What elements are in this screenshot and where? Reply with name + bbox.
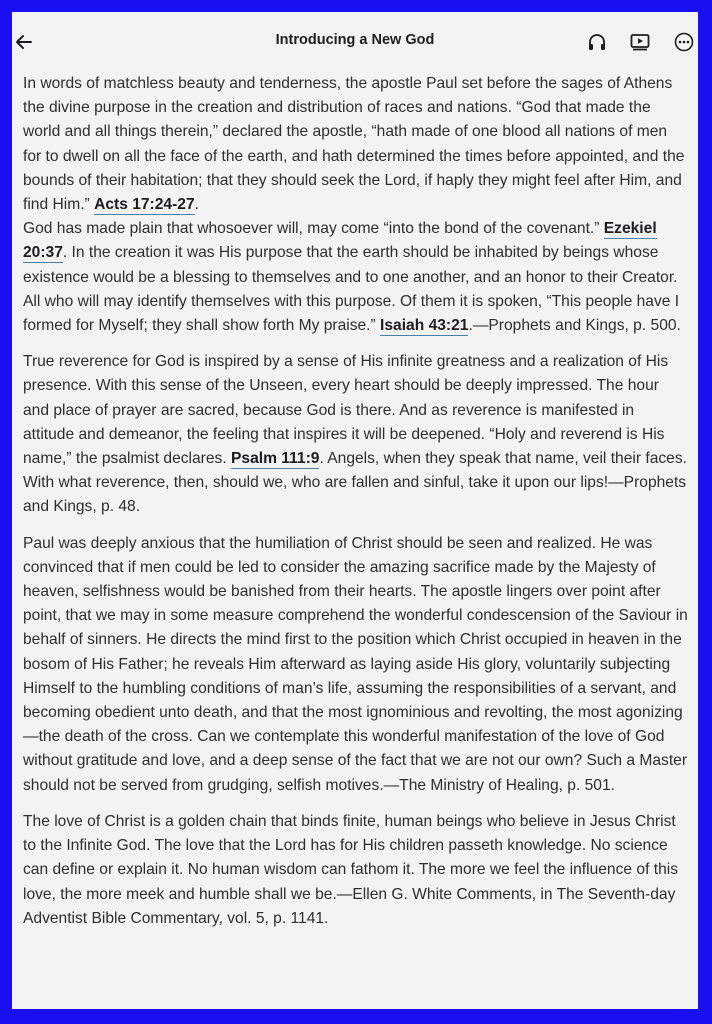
play-video-icon: [629, 31, 651, 53]
reading-content: [23, 72, 688, 931]
top-bar: [12, 12, 698, 72]
more-options-button[interactable]: [673, 31, 695, 53]
scripture-link-psalm[interactable]: Psalm 111:9: [231, 450, 320, 468]
audio-button[interactable]: [586, 31, 608, 53]
reader-screen: [12, 12, 698, 1009]
paragraph: True reverence for God is inspired by a sense of His infinite greatness and a realization of His presence. With this sense of the Unseen, every heart should be deeply impressed. The hour and place of prayer are sacred, because God is there. And as reverence is manifested in attitude and demeanor, the feeling that inspires it will be deepened. “Holy and reverend is His name,” the psalmist declares. Psalm 111:9. Angels, when they speak that name, veil their faces. With what reverence, then, should we, who are fallen and sinful, take it upon our lips!—Prophets and Kings, p. 48.: [23, 353, 687, 516]
page-title: Introducing a New God: [275, 32, 435, 48]
paragraph-spacer: [23, 798, 688, 810]
scripture-link-isaiah[interactable]: Isaiah 43:21: [380, 317, 469, 335]
paragraph-spacer: [23, 338, 688, 350]
paragraph: Paul was deeply anxious that the humiliation of Christ should be seen and realized. He was convinced that if men could be led to consider the amazing sacrifice made by the Majesty of heaven, selfishness would be banished from their hearts. The apostle lingers over point after point, that we may in some measure comprehend the wonderful condescension of the Saviour in behalf of sinners. He directs the mind first to the position which Christ occupied in heaven in the bosom of His Father; he reveals Him afterward as laying aside His glory, voluntarily subjecting Himself to the humbling conditions of man’s life, assuming the responsibilities of a servant, and becoming obedient unto death, and that the most ignominious and revolting, the most agonizing—the death of the cross. Can we contemplate this wonderful manifestation of the love of God without gratitude and love, and a deep sense of the fact that we are not our own? Such a Master should not be served from grudging, selfish motives.—The Ministry of Healing, p. 501.: [23, 534, 688, 794]
scripture-link-ezekiel[interactable]: Ezekiel 20:37: [23, 220, 657, 262]
paragraph: In words of matchless beauty and tenderness, the apostle Paul set before the sages of Athens the divine purpose in the creation and distribution of races and nations. “God that made the world and all things therein,” declared the apostle, “hath made of one blood all nations of men for to dwell on all the face of the earth, and hath determined the times before appointed, and the bounds of their habitation; that they should seek the Lord, if haply they might feel after Him, and find Him.” Acts 17:24-27. God has made plain that whosoever will, may come “into the bond of the covenant.” Ezekiel 20:37. In the creation it was His purpose that the earth should be inhabited by beings whose existence would be a blessing to themselves and to one another, and an honor to their Creator. All who will may identify themselves with this purpose. Of them it is spoken, “This people have I formed for Myself; they shall show forth My praise.” Isaiah 43:21.—Prophets and Kings, p. 500.: [23, 75, 685, 335]
headphones-icon: [586, 31, 608, 53]
video-button[interactable]: [629, 31, 651, 53]
scripture-link-acts[interactable]: Acts 17:24-27: [94, 196, 195, 214]
paragraph-spacer: [23, 520, 688, 532]
paragraph: The love of Christ is a golden chain that binds finite, human beings who believe in Jesus Christ to the Infinite God. The love that the Lord has for His children passeth knowledge. No science can define or explain it. No human wisdom can fathom it. The more we feel the influence of this love, the more meek and humble shall we be.—Ellen G. White Comments, in The Seventh-day Adventist Bible Commentary, vol. 5, p. 1141.: [23, 812, 678, 927]
more-options-icon: [673, 31, 695, 53]
arrow-left-icon: [12, 30, 36, 54]
back-button[interactable]: [12, 30, 36, 54]
